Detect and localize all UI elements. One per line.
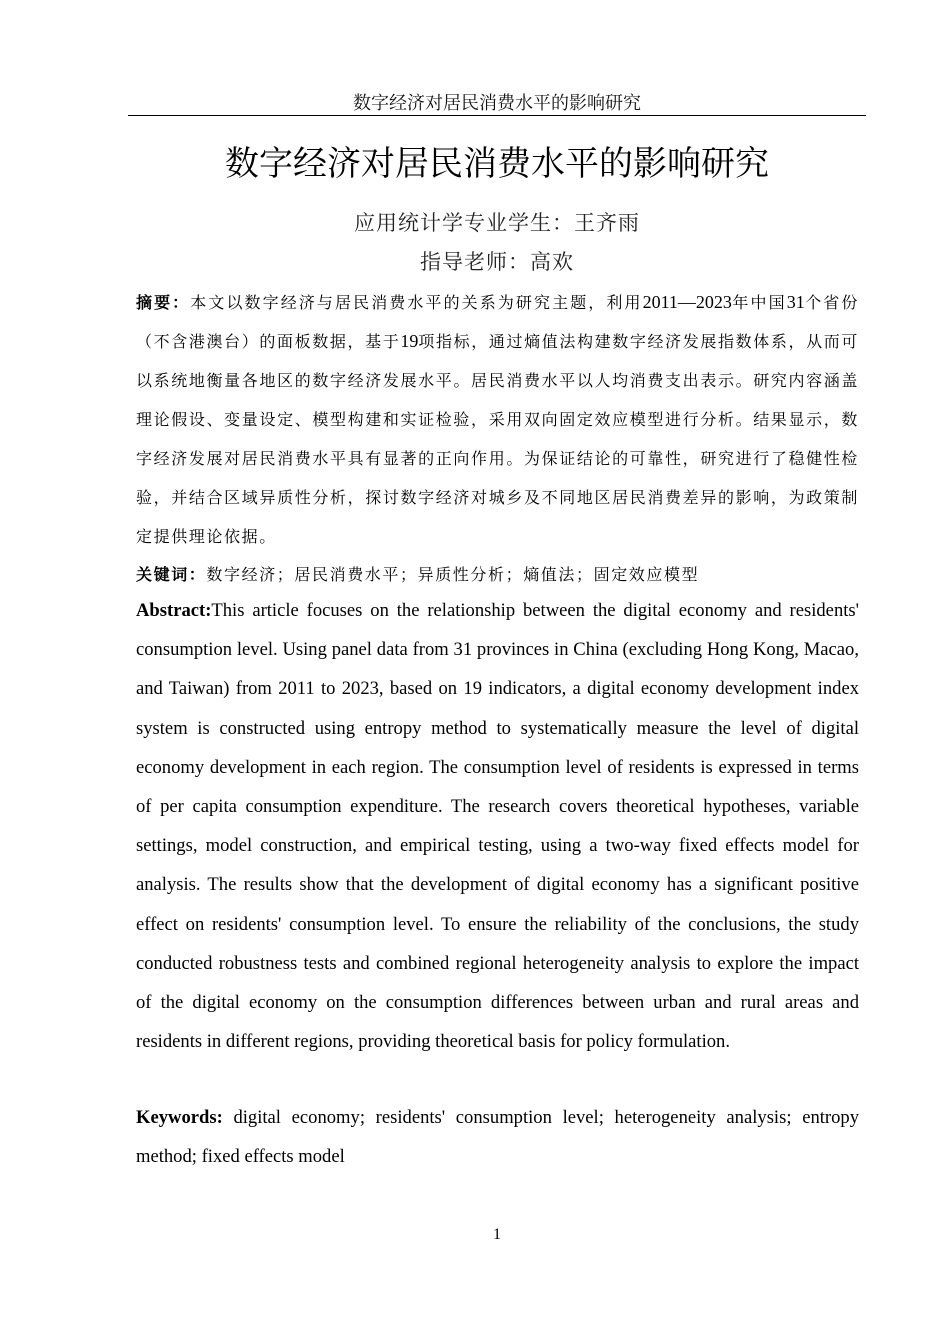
chinese-keywords (136, 555, 859, 594)
english-abstract-text: This article focuses on the relationship between the digital economy and residents' consumption level. Using panel data from 31 provinces in China (excluding Hong Kong, Macao, and Taiwan) from 2011 to 2023, based on 19 indicators, a digital economy development index system is constructed using entropy method to systematically measure the level of digital economy development in each region. The consumption level of residents is expressed in terms of per capita consumption expenditure. The research covers theoretical hypotheses, variable settings, model construction, and empirical testing, using a two-way fixed effects model for analysis. The results show that the development of digital economy has a significant positive effect on residents' consumption level. To ensure the reliability of the conclusions, the study conducted robustness tests and combined regional heterogeneity analysis to explore the impact of the digital economy on the consumption differences between urban and rural areas and residents in different regions, providing theoretical basis for policy formulation. (136, 600, 859, 1053)
english-abstract (136, 591, 859, 1061)
chinese-abstract-text-3: 个省份（不含港澳台）的面板数据，基于 (136, 293, 859, 351)
chinese-abstract-indicators: 19 (400, 331, 419, 351)
english-abstract-label: Abstract: (136, 600, 212, 621)
chinese-keywords-text: 数字经济；居民消费水平；异质性分析；熵值法；固定效应模型 (206, 565, 700, 584)
running-header: 数字经济对居民消费水平的影响研究 (353, 93, 641, 114)
header-rule (128, 115, 866, 116)
advisor-line: 指导老师：高欢 (420, 250, 574, 274)
chinese-abstract (136, 283, 859, 559)
student-line: 应用统计学专业学生：王齐雨 (354, 211, 640, 235)
chinese-abstract-years: 2011—2023 (642, 292, 732, 312)
chinese-abstract-text-1: 本文以数字经济与居民消费水平的关系为研究主题，利用 (190, 293, 643, 312)
chinese-keywords-label: 关键词： (136, 565, 207, 584)
page-number: 1 (493, 1226, 501, 1243)
chinese-abstract-text-4: 项指标，通过熵值法构建数字经济发展指数体系，从而可以系统地衡量各地区的数字经济发展水平。居民消费水平以人均消费支出表示。研究内容涵盖理论假设、变量设定、模型构建和实证检验，采用双向固定效应模型进行分析。结果显示，数字经济发展对居民消费水平具有显著的正向作用。为保证结论的可靠性，研究进行了稳健性检验，并结合区域异质性分析，探讨数字经济对城乡及不同地区居民消费差异的影响，为政策制定提供理论依据。 (136, 332, 859, 546)
chinese-abstract-text-2: 年中国 (731, 293, 787, 312)
chinese-abstract-provinces: 31 (786, 292, 805, 312)
english-keywords-label: Keywords: (136, 1107, 223, 1128)
chinese-abstract-label: 摘要： (136, 293, 191, 312)
english-keywords (136, 1098, 859, 1176)
paper-title: 数字经济对居民消费水平的影响研究 (225, 144, 769, 184)
english-keywords-text: digital economy; residents' consumption level; heterogeneity analysis; entropy method; fixed effects model (136, 1107, 859, 1168)
